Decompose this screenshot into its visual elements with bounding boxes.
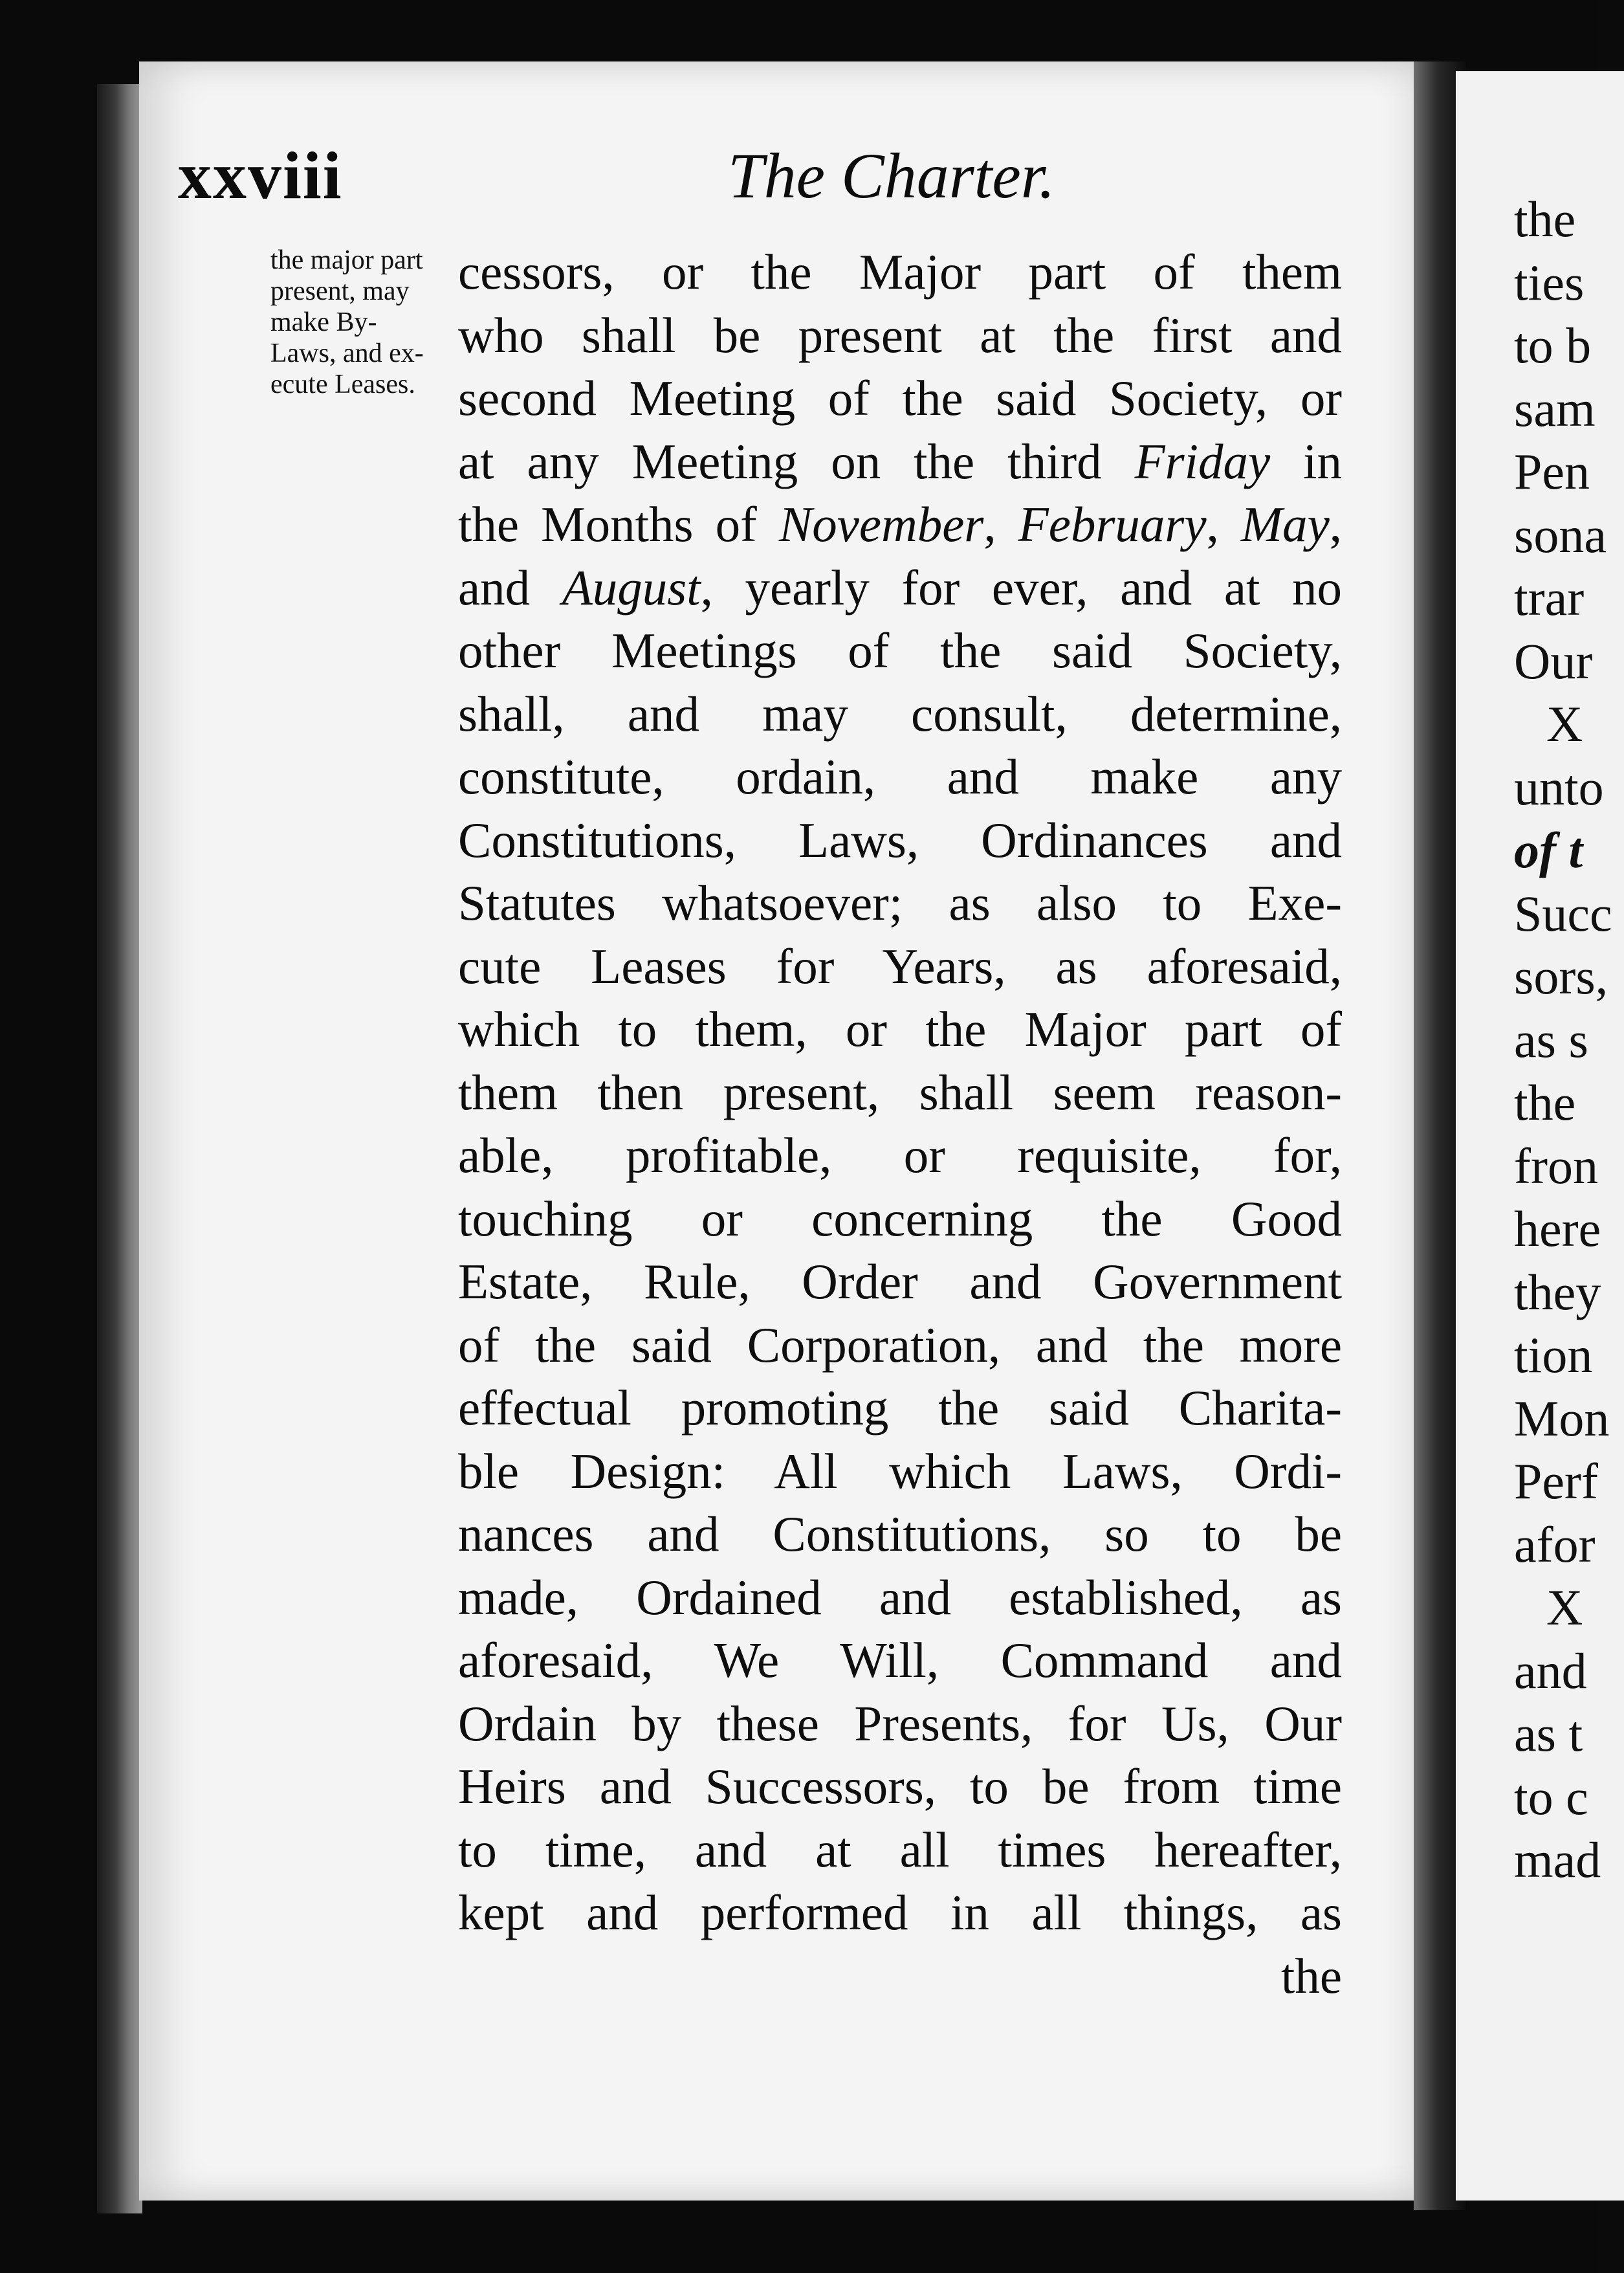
- marginal-note-line: make By-: [270, 307, 377, 337]
- facing-page-line: sam: [1514, 380, 1596, 437]
- facing-page-line: ties: [1514, 254, 1585, 311]
- body-line: effectual promoting the said Charita-: [458, 1380, 1342, 1436]
- body-line: Statutes whatsoever; as also to Exe-: [458, 875, 1342, 931]
- facing-page-line: to b: [1514, 317, 1592, 373]
- body-line: who shall be present at the first and: [458, 307, 1342, 363]
- page-number: xxviii: [178, 139, 343, 213]
- body-text: [458, 241, 1342, 2008]
- facing-page-line: X: [1546, 696, 1583, 752]
- body-line: Constitutions, Laws, Ordinances and: [458, 812, 1342, 868]
- facing-page-line: Perf: [1514, 1453, 1598, 1509]
- marginal-note-line: the major part: [270, 245, 423, 275]
- facing-page-line: Mon: [1514, 1390, 1610, 1447]
- facing-page-line: mad: [1514, 1832, 1601, 1888]
- running-head: The Charter.: [728, 140, 1055, 212]
- marginal-note-line: ecute Leases.: [270, 370, 415, 399]
- body-line: of the said Corporation, and the more: [458, 1316, 1342, 1373]
- body-line: shall, and may consult, determine,: [458, 685, 1342, 742]
- facing-page-line: of t: [1514, 822, 1583, 878]
- facing-page-line: Pen: [1514, 443, 1590, 500]
- facing-page-line: sors,: [1514, 948, 1608, 1004]
- facing-page-line: and: [1514, 1642, 1587, 1699]
- body-line: touching or concerning the Good: [458, 1190, 1342, 1247]
- facing-page-line: here: [1514, 1201, 1601, 1257]
- facing-page-line: Succ: [1514, 885, 1612, 942]
- facing-page-line: sona: [1514, 506, 1607, 563]
- facing-page-line: unto: [1514, 759, 1604, 815]
- body-line: aforesaid, We Will, Command and: [458, 1632, 1342, 1688]
- body-line: able, profitable, or requisite, for,: [458, 1127, 1342, 1183]
- body-line: Heirs and Successors, to be from time: [458, 1758, 1342, 1814]
- facing-page-line: fron: [1514, 1137, 1598, 1194]
- facing-page-line: afor: [1514, 1516, 1596, 1573]
- facing-page-line: X: [1546, 1579, 1583, 1635]
- facing-page-line: Our: [1514, 632, 1593, 689]
- facing-page-recto: [1456, 71, 1624, 2201]
- body-line: second Meeting of the said Society, or: [458, 370, 1342, 426]
- facing-page-line: as t: [1514, 1705, 1583, 1762]
- marginal-note-line: Laws, and ex-: [270, 338, 424, 368]
- facing-page-line: the: [1514, 191, 1576, 247]
- body-line: other Meetings of the said Society,: [458, 623, 1342, 678]
- facing-page-line: the: [1514, 1074, 1576, 1131]
- body-line: and August, yearly for ever, and at no: [458, 559, 1342, 615]
- body-line: made, Ordained and established, as: [458, 1569, 1342, 1625]
- facing-page-line: they: [1514, 1263, 1601, 1320]
- body-line: the Months of November, February, May,: [458, 496, 1343, 552]
- body-line: constitute, ordain, and make any: [458, 749, 1342, 804]
- body-line: Ordain by these Presents, for Us, Our: [458, 1695, 1342, 1751]
- body-line: nances and Constitutions, so to be: [458, 1506, 1342, 1562]
- catchword: the: [1280, 1947, 1342, 2004]
- body-line: which to them, or the Major part of: [458, 1001, 1342, 1057]
- body-line: Estate, Rule, Order and Government: [458, 1254, 1342, 1309]
- facing-page-line: tion: [1514, 1327, 1593, 1383]
- body-line: to time, and at all times hereafter,: [458, 1821, 1342, 1878]
- facing-page-line: to c: [1514, 1768, 1588, 1825]
- body-line: them then present, shall seem reason-: [458, 1064, 1342, 1120]
- previous-page-edge: [97, 84, 142, 2213]
- body-line: kept and performed in all things, as: [458, 1885, 1342, 1940]
- marginal-note-line: present, may: [270, 276, 410, 306]
- marginal-note: [270, 245, 465, 400]
- body-line: ble Design: All which Laws, Ordi-: [458, 1443, 1342, 1499]
- body-line: at any Meeting on the third Friday in: [458, 433, 1342, 489]
- body-line: cute Leases for Years, as aforesaid,: [458, 938, 1342, 994]
- facing-page-line: as s: [1514, 1011, 1588, 1068]
- body-line: cessors, or the Major part of them: [458, 244, 1342, 300]
- facing-page-line: trar: [1514, 570, 1585, 626]
